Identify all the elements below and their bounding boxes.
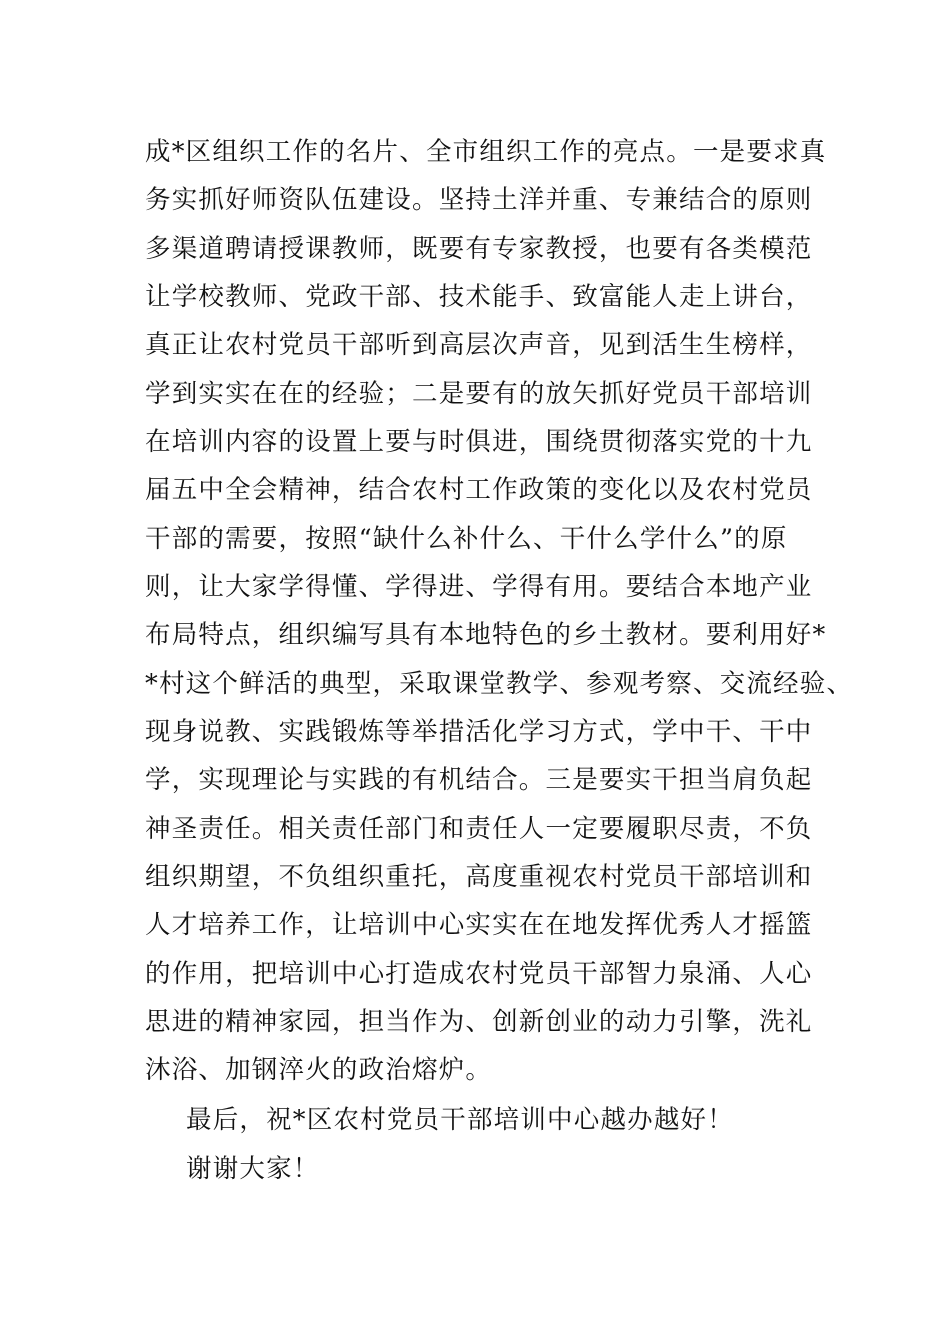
text-line: 的作用，把培训中心打造成农村党员干部智力泉涌、人心	[145, 959, 813, 989]
text-line: 组织期望，不负组织重托，高度重视农村党员干部培训和	[145, 862, 813, 892]
text-line: 沐浴、加钢淬火的政治熔炉。	[145, 1055, 493, 1085]
text-line: 务实抓好师资队伍建设。坚持土洋并重、专兼结合的原则	[145, 185, 813, 215]
text-line: 学，实现理论与实践的有机结合。三是要实干担当肩负起	[145, 765, 813, 795]
thanks-line: 谢谢大家！	[186, 1154, 320, 1184]
text-line: 在培训内容的设置上要与时俱进，围绕贯彻落实党的十九	[145, 427, 813, 457]
text-line: 则，让大家学得懂、学得进、学得有用。要结合本地产业	[145, 572, 813, 602]
text-line: 布局特点，组织编写具有本地特色的乡土教材。要利用好*	[145, 620, 827, 650]
text-line: 神圣责任。相关责任部门和责任人一定要履职尽责，不负	[145, 814, 813, 844]
text-line: 干部的需要，按照“缺什么补什么、干什么学什么”的原	[145, 524, 788, 554]
text-line: *村这个鲜活的典型，采取课堂教学、参观考察、交流经验、	[145, 669, 854, 699]
text-line: 成*区组织工作的名片、全市组织工作的亮点。一是要求真	[145, 137, 827, 167]
text-line: 学到实实在在的经验；二是要有的放矢抓好党员干部培训	[145, 379, 813, 409]
text-line: 人才培养工作，让培训中心实实在在地发挥优秀人才摇篮	[145, 910, 813, 940]
text-line: 思进的精神家园，担当作为、创新创业的动力引擎，洗礼	[145, 1007, 813, 1037]
text-line: 现身说教、实践锻炼等举措活化学习方式，学中干、干中	[145, 717, 813, 747]
text-line: 让学校教师、党政干部、技术能手、致富能人走上讲台，	[145, 282, 813, 312]
text-line: 届五中全会精神，结合农村工作政策的变化以及农村党员	[145, 475, 813, 505]
closing-wish-line: 最后，祝*区农村党员干部培训中心越办越好！	[186, 1105, 734, 1135]
text-line: 多渠道聘请授课教师，既要有专家教授，也要有各类模范	[145, 234, 813, 264]
text-line: 真正让农村党员干部听到高层次声音，见到活生生榜样，	[145, 330, 813, 360]
